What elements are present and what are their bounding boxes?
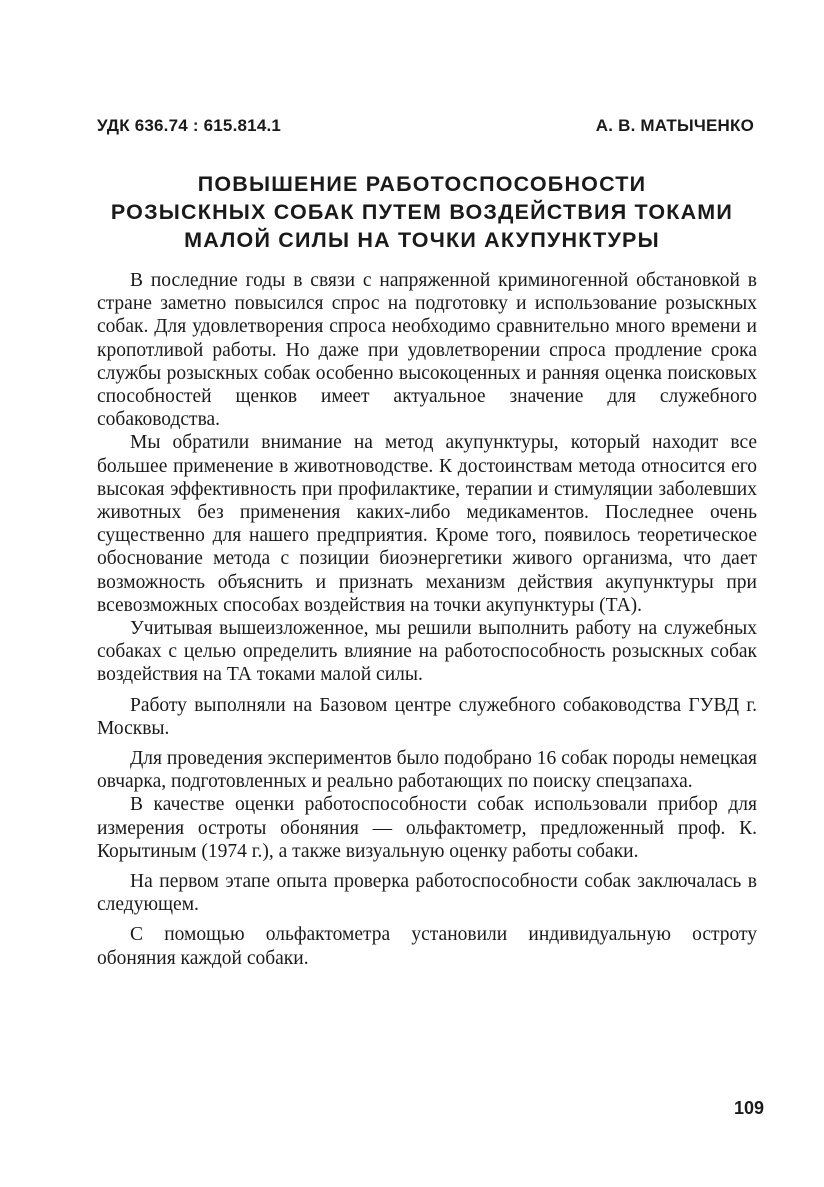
article-body xyxy=(97,269,757,970)
article-header xyxy=(97,116,754,136)
paragraph-2: Мы обратили внимание на метод акупунктуры, который находит все большее применение в животноводстве. К достоинствам метода относится его высокая эффективность при профилактике, терапии и стимуляции заболевших животных без применения каких-либо медикаментов. Последнее очень существенно для нашего предприятия. Кроме того, появилось теоретическое обоснование метода с позиции биоэнергетики живого организма, что дает возможность объяснить и признать механизм действия акупунктуры при всевозможных способах воздействия на точки акупунктуры (ТА). xyxy=(97,432,757,616)
title-line-1: ПОВЫШЕНИЕ РАБОТОСПОСОБНОСТИ xyxy=(197,172,647,196)
title-line-2: РОЗЫСКНЫХ СОБАК ПУТЕМ ВОЗДЕЙСТВИЯ ТОКАМИ xyxy=(110,200,734,224)
paragraph-6: В качестве оценки работоспособности собак использовали прибор для измерения остроты обоняния — ольфактометр, предложенный проф. К. Корытиным (1974 г.), а также визуальную оценку работы собаки. xyxy=(97,794,757,862)
paragraph-8: С помощью ольфактометра установили индивидуальную остроту обоняния каждой собаки. xyxy=(97,924,757,969)
paragraph-3: Учитывая вышеизложенное, мы решили выполнить работу на служебных собаках с целью определить влияние на работоспособность розыскных собак воздействия на ТА токами малой силы. xyxy=(97,618,757,686)
page-number: 109 xyxy=(733,1098,764,1118)
paragraph-1: В последние годы в связи с напряженной криминогенной обстановкой в стране заметно повысился спрос на подготовку и использование розыскных собак. Для удовлетворения спроса необходимо сравнительно много времени и кропотливой работы. Но даже при удовлетворении спроса продление срока службы розыскных собак особенно высокоценных и ранняя оценка поисковых способностей щенков имеет актуальное значение для служебного собаководства. xyxy=(97,270,757,431)
paragraph-4: Работу выполняли на Базовом центре служебного собаководства ГУВД г. Москвы. xyxy=(97,694,757,739)
author-name: А. В. МАТЫЧЕНКО xyxy=(595,116,754,135)
paragraph-7: На первом этапе опыта проверка работоспособности собак заключалась в следующем. xyxy=(97,871,757,916)
udc-code: УДК 636.74 : 615.814.1 xyxy=(97,116,282,135)
article-title xyxy=(80,170,764,254)
title-line-3: МАЛОЙ СИЛЫ НА ТОЧКИ АКУПУНКТУРЫ xyxy=(184,228,660,252)
paragraph-5: Для проведения экспериментов было подобрано 16 собак породы немецкая овчарка, подготовленных и реально работающих по поиску спецзапаха. xyxy=(97,748,757,793)
